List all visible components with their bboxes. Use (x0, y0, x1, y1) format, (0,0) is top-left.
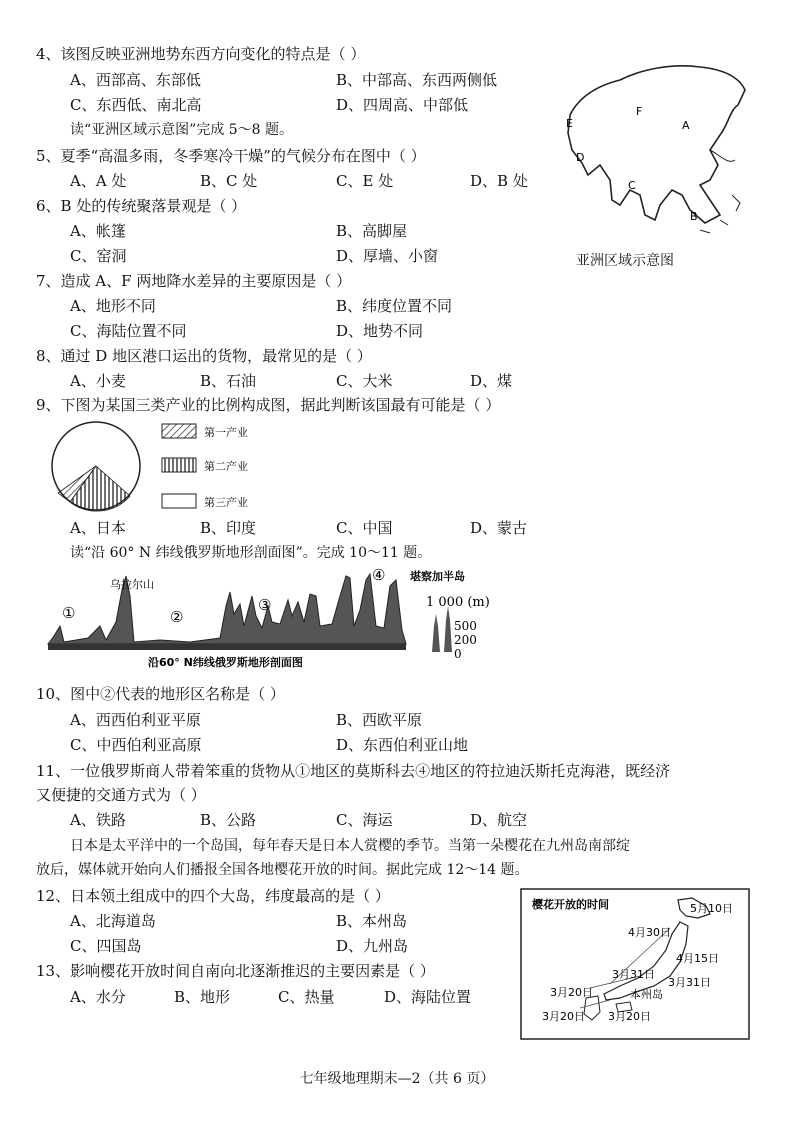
q13-option-c: C、热量 (278, 988, 335, 1006)
intro-12-14-line2: 放后，媒体就开始向人们播报全国各地樱花开放的时间。据此完成 12～14 题。 (36, 862, 529, 878)
q11-stem-line2: 又便捷的交通方式为（ ） (36, 786, 206, 804)
q13-option-b: B、地形 (174, 988, 231, 1006)
q11-option-d: D、航空 (470, 811, 528, 829)
q4-option-c: C、东西低、南北高 (70, 96, 202, 114)
q6-stem: 6、B 处的传统聚落景观是（ ） (36, 197, 247, 215)
profile-terrain (48, 574, 406, 644)
q6-option-c: C、窑洞 (70, 247, 127, 265)
q10-stem: 10、图中②代表的地形区名称是（ ） (36, 685, 285, 703)
q6-option-a: A、帐篷 (70, 222, 126, 240)
q10-option-c: C、中西伯利亚高原 (70, 736, 202, 754)
q8-stem: 8、通过 D 地区港口运出的货物，最常见的是（ ） (36, 347, 372, 365)
asia-label-d: D (576, 151, 585, 164)
asia-label-f: F (636, 105, 643, 118)
q7-option-c: C、海陆位置不同 (70, 322, 187, 340)
q6-option-d: D、厚墙、小窗 (336, 247, 439, 265)
legend-swatch-secondary (162, 458, 196, 472)
q5-option-c: C、E 处 (336, 172, 394, 190)
q13-option-a: A、水分 (70, 988, 126, 1006)
q12-stem: 12、日本领土组成中的四个大岛，纬度最高的是（ ） (36, 887, 390, 905)
q4-option-b: B、中部高、东西两侧低 (336, 71, 498, 89)
q8-option-b: B、石油 (200, 372, 257, 390)
q12-option-d: D、九州岛 (336, 937, 409, 955)
profile-caption: 沿60° N纬线俄罗斯地形剖面图 (148, 656, 303, 669)
q4-option-a: A、西部高、东部低 (70, 71, 201, 89)
q9-stem: 9、下图为某国三类产业的比例构成图，据此判断该国最有可能是（ ） (36, 396, 501, 414)
date-3-31-b: 3月31日 (668, 976, 711, 989)
q9-option-b: B、印度 (200, 519, 257, 537)
q4-option-d: D、四周高、中部低 (336, 96, 469, 114)
q12-option-c: C、四国岛 (70, 937, 142, 955)
q5-stem: 5、夏季“高温多雨，冬季寒冷干燥”的气候分布在图中（ ） (36, 147, 426, 165)
page-footer: 七年级地理期末—2（共 6 页） (299, 1071, 495, 1087)
q5-option-a: A、A 处 (70, 172, 127, 190)
q11-option-c: C、海运 (336, 811, 393, 829)
scale-200: 200 (454, 633, 477, 647)
intro-12-14-line1: 日本是太平洋中的一个岛国，每年春天是日本人赏樱的季节。当第一朵樱花在九州岛南部绽 (70, 838, 630, 854)
q10-option-a: A、西西伯利亚平原 (70, 711, 201, 729)
q5-option-d: D、B 处 (470, 172, 528, 190)
q5-option-b: B、C 处 (200, 172, 258, 190)
q8-option-d: D、煤 (470, 372, 513, 390)
q11-option-b: B、公路 (200, 811, 257, 829)
profile-marker-2: ② (170, 608, 184, 626)
japan-sakura-map (520, 888, 750, 1040)
q12-option-a: A、北海道岛 (70, 912, 156, 930)
q9-option-c: C、中国 (336, 519, 393, 537)
profile-base (48, 644, 406, 650)
scale-peak-2 (444, 606, 452, 652)
q7-option-b: B、纬度位置不同 (336, 297, 453, 315)
asia-map-caption: 亚洲区域示意图 (576, 253, 674, 269)
legend-tertiary: 第三产业 (204, 496, 248, 509)
q11-stem-line1: 11、一位俄罗斯商人带着笨重的货物从①地区的莫斯科去④地区的符拉迪沃斯托克海港，既经济 (36, 762, 671, 780)
date-3-20-b: 3月20日 (542, 1010, 585, 1023)
honshu-label: 本州岛 (630, 988, 663, 1001)
q7-option-a: A、地形不同 (70, 297, 156, 315)
date-3-20-a: 3月20日 (550, 986, 593, 999)
q8-option-a: A、小麦 (70, 372, 126, 390)
date-3-20-c: 3月20日 (608, 1010, 651, 1023)
q9-option-d: D、蒙古 (470, 519, 528, 537)
profile-marker-3: ③ (258, 596, 272, 614)
asia-label-a: A (682, 119, 690, 132)
q8-option-c: C、大米 (336, 372, 393, 390)
legend-primary: 第一产业 (204, 426, 248, 439)
profile-marker-1: ① (62, 604, 76, 622)
date-4-15: 4月15日 (676, 952, 719, 965)
q10-option-b: B、西欧平原 (336, 711, 423, 729)
asia-label-b: B (690, 210, 698, 223)
q9-option-a: A、日本 (70, 519, 126, 537)
q7-option-d: D、地势不同 (336, 322, 424, 340)
legend-swatch-primary (162, 424, 196, 438)
scale-0: 0 (454, 647, 462, 661)
q4-stem: 4、该图反映亚洲地势东西方向变化的特点是（ ） (36, 45, 366, 63)
scale-peak-1 (432, 614, 440, 652)
asia-label-e: E (566, 117, 573, 130)
profile-marker-4: ④ (372, 566, 386, 584)
date-3-31-a: 3月31日 (612, 968, 655, 981)
asia-map (560, 55, 760, 240)
q13-option-d: D、海陆位置 (384, 988, 472, 1006)
scale-500: 500 (454, 619, 477, 633)
ural-mountain-label: 乌拉尔山 (110, 578, 154, 591)
legend-secondary: 第二产业 (204, 460, 248, 473)
date-5-10: 5月10日 (690, 902, 733, 915)
date-4-30: 4月30日 (628, 926, 671, 939)
asia-label-c: C (628, 179, 636, 192)
q13-stem: 13、影响樱花开放时间自南向北逐渐推迟的主要因素是（ ） (36, 962, 435, 980)
legend-swatch-tertiary (162, 494, 196, 508)
intro-5-8: 读“亚洲区域示意图”完成 5～8 题。 (70, 122, 294, 138)
q12-option-b: B、本州岛 (336, 912, 408, 930)
japan-map-title: 樱花开放的时间 (532, 898, 609, 911)
q11-option-a: A、铁路 (70, 811, 126, 829)
q7-stem: 7、造成 A、F 两地降水差异的主要原因是（ ） (36, 272, 352, 290)
industry-chart (48, 418, 348, 518)
kamchatka-label: 堪察加半岛 (410, 570, 465, 583)
terrain-profile (40, 566, 500, 672)
q6-option-b: B、高脚屋 (336, 222, 408, 240)
q10-option-d: D、东西伯利亚山地 (336, 736, 469, 754)
intro-10-11: 读“沿 60° N 纬线俄罗斯地形剖面图”。完成 10～11 题。 (70, 545, 432, 561)
scale-1000: 1 000 (m) (426, 595, 490, 610)
